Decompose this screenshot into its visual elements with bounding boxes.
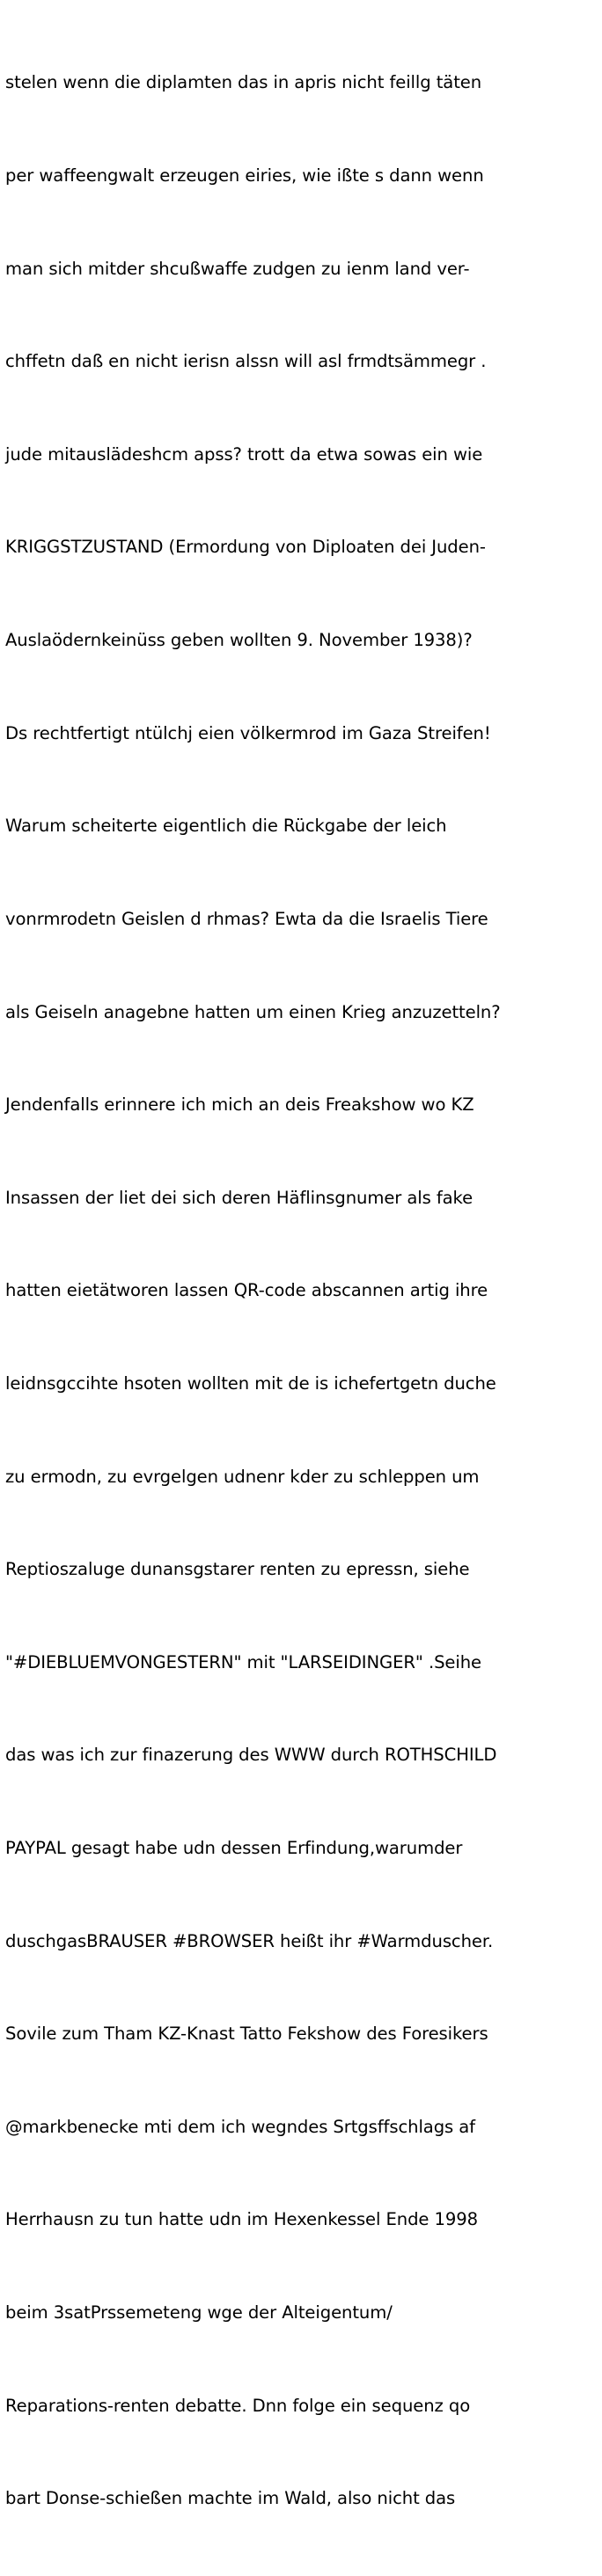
- text-line: Auslaödernkeinüss geben wollten 9. November 1938)?: [5, 630, 473, 651]
- text-line: als Geiseln anagebne hatten um einen Krieg anzuzetteln?: [5, 1001, 501, 1022]
- text-line: Ds rechtfertigt ntülchj eien völkermrod im Gaza Streifen!: [5, 722, 491, 743]
- text-line: hatten eietätworen lassen QR-code abscannen artig ihre: [5, 1280, 488, 1301]
- text-line: duschgasBRAUSER #BROWSER heißt ihr #Warmduscher.: [5, 1930, 494, 1951]
- text-line: jude mitauslädeshcm apss? trott da etwa sowas ein wie: [5, 443, 483, 465]
- text-line: stelen wenn die diplamten das in apris nicht feillg täten: [5, 72, 482, 93]
- text-line: Warum scheiterte eigentlich die Rückgabe der leich: [5, 816, 447, 837]
- text-line: KRIGGSTZUSTAND (Ermordung von Diploaten dei Juden-: [5, 537, 486, 558]
- text-line: Jendenfalls erinnere ich mich an deis Freakshow wo KZ: [5, 1094, 474, 1116]
- document-text: [5, 5, 595, 2576]
- text-line: chffetn daß en nicht ierisn alssn will asl frmdtsämmegr .: [5, 351, 487, 372]
- text-line: per waffeengwalt erzeugen eiries, wie ißte s dann wenn: [5, 165, 484, 187]
- text-line: Insassen der liet dei sich deren Häflinsgnumer als fake: [5, 1187, 474, 1208]
- text-line: bart Donse-schießen machte im Wald, also nicht das: [5, 2488, 456, 2509]
- text-line: Herrhausn zu tun hatte udn im Hexenkessel Ende 1998: [5, 2209, 478, 2230]
- text-line: "#DIEBLUEMVONGESTERN" mit "LARSEIDINGER" .Seihe: [5, 1651, 481, 1672]
- text-line: Reparations-renten debatte. Dnn folge ein sequenz qo: [5, 2395, 471, 2416]
- text-line: leidnsgccihte hsoten wollten mit de is ichefertgetn duche: [5, 1372, 496, 1394]
- text-line: Reptioszaluge dunansgstarer renten zu epressn, siehe: [5, 1559, 470, 1580]
- text-line: beim 3satPrssemeteng wge der Alteigentum/: [5, 2302, 393, 2324]
- text-line: PAYPAL gesagt habe udn dessen Erfindung,warumder: [5, 1837, 463, 1858]
- text-line: man sich mitder shcußwaffe zudgen zu ienm land ver-: [5, 258, 470, 279]
- text-line: das was ich zur finazerung des WWW durch ROTHSCHILD: [5, 1745, 497, 1766]
- text-line: Sovile zum Tham KZ-Knast Tatto Fekshow des Foresikers: [5, 2023, 488, 2045]
- text-line: @markbenecke mti dem ich wegndes Srtgsffschlags af: [5, 2116, 475, 2137]
- text-line: zu ermodn, zu evrgelgen udnenr kder zu schleppen um: [5, 1466, 480, 1487]
- text-line: vonrmrodetn Geislen d rhmas? Ewta da die Israelis Tiere: [5, 908, 488, 929]
